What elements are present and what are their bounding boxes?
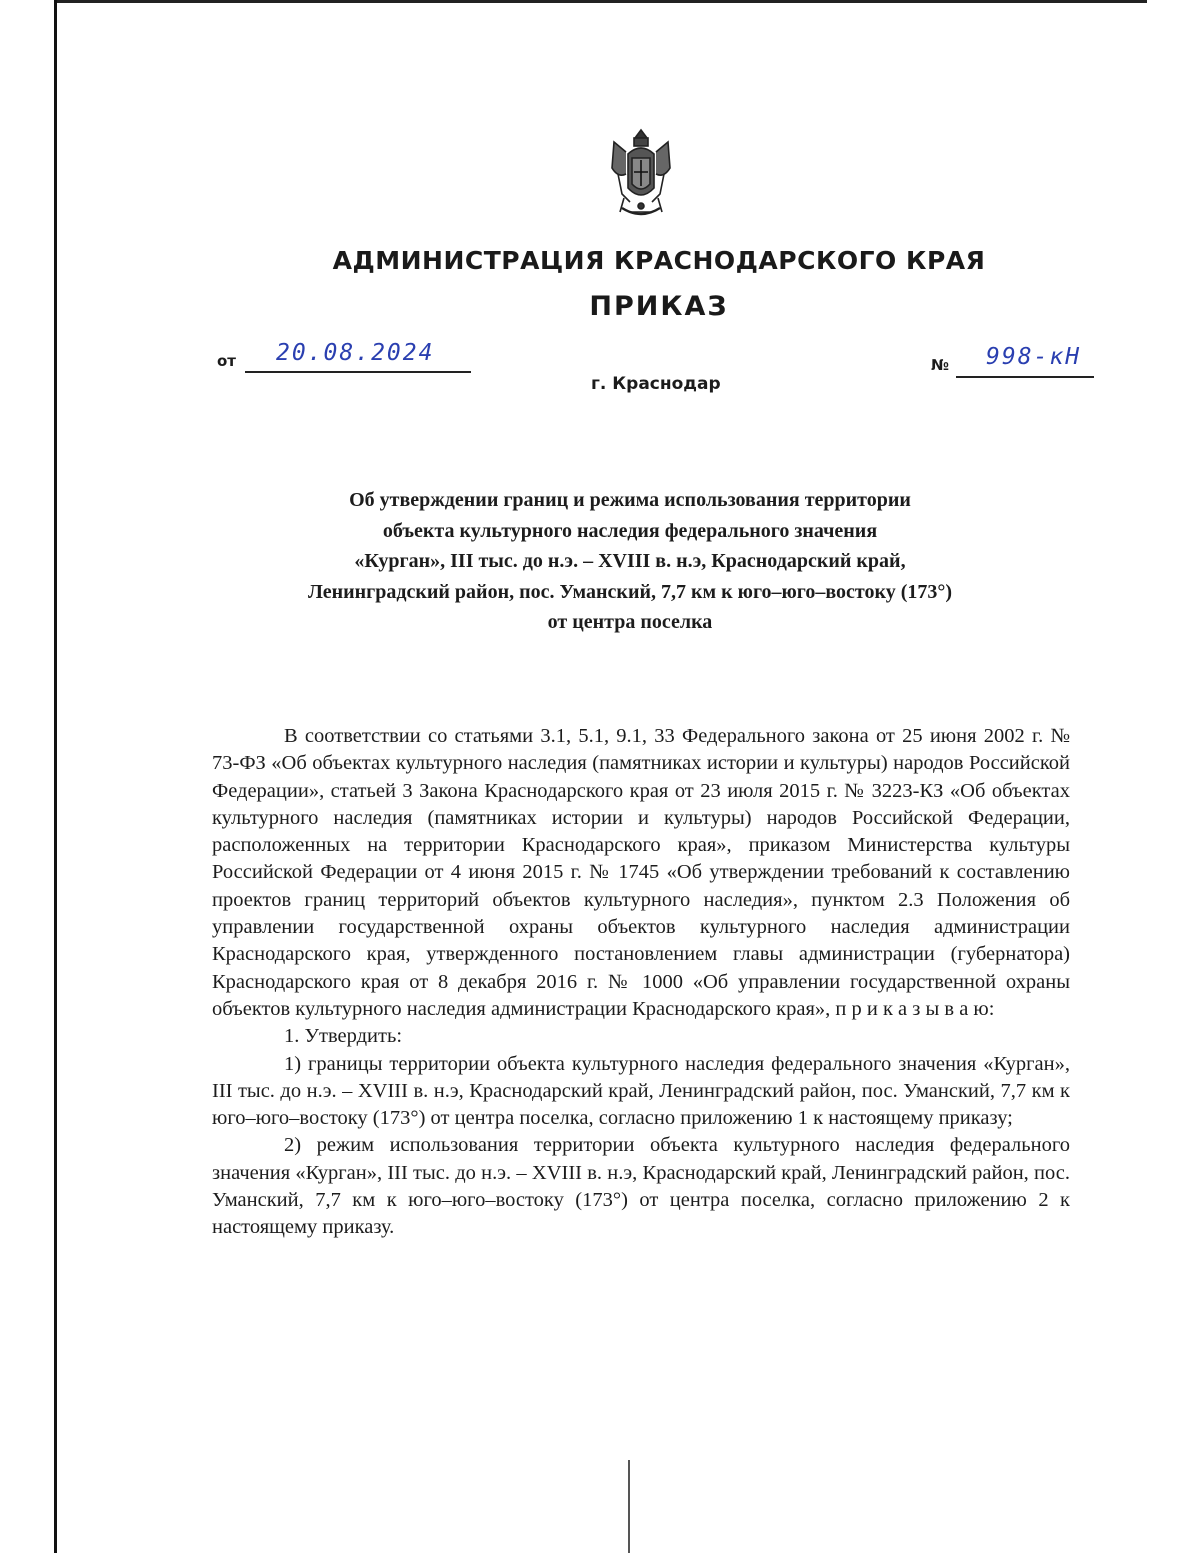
date-label: от — [217, 352, 236, 370]
fold-line — [628, 1460, 630, 1553]
document-type: ПРИКАЗ — [589, 291, 729, 322]
date-underline — [245, 371, 471, 373]
title-line: от центра поселка — [547, 611, 713, 633]
city-label: г. Краснодар — [591, 374, 721, 394]
number-value: 998-кН — [986, 344, 1082, 370]
number-label: № — [931, 356, 950, 374]
title-line: Об утверждении границ и режима использования территории — [349, 489, 911, 511]
organization-name: АДМИНИСТРАЦИЯ КРАСНОДАРСКОГО КРАЯ — [332, 246, 986, 275]
decree-word: п р и к а з ы в а ю: — [835, 997, 995, 1020]
document-body — [212, 723, 1070, 1242]
preamble-paragraph — [212, 723, 1070, 1023]
document-title — [190, 485, 1070, 638]
scan-edge-top — [57, 0, 1147, 3]
scan-edge-left — [54, 0, 57, 1553]
date-value: 20.08.2024 — [276, 340, 435, 366]
preamble-text: В соответствии со статьями 3.1, 5.1, 9.1, 33 Федерального закона от 25 июня 2002 г. № 73-ФЗ «Об объектах культурного наследия (памятниках истории и культуры) народов Российской Федерации», статьей 3 Закона Краснодарского края от 23 июля 2015 г. № 3223-КЗ «Об объектах культурного наследия (памятниках истории и культуры) народов Российской Федерации, расположенных на территории Краснодарского края», приказом Министерства культуры Российской Федерации от 4 июня 2015 г. № 1745 «Об утверждении требований к составлению проектов границ территорий объектов культурного наследия», пунктом 2.3 Положения об управлении государственной охраны объектов культурного наследия администрации Краснодарского края, утвержденного постановлением главы администрации (губернатора) Краснодарского края от 8 декабря 2016 г. № 1000 «Об управлении государственной охраны объектов культурного наследия администрации Краснодарского края», — [212, 725, 1070, 1020]
title-line: объекта культурного наследия федерального значения — [382, 519, 878, 542]
coat-of-arms-icon — [608, 128, 674, 224]
item-1-2: 2) режим использования территории объекта культурного наследия федерального значения «Курган», III тыс. до н.э. – XVIII в. н.э, Краснодарский край, Ленинградский район, пос. Уманский, 7,7 км к юго–юго–востоку (173°) от центра поселка, согласно приложению 2 к настоящему приказу. — [212, 1134, 1070, 1239]
title-line: «Курган», III тыс. до н.э. – XVIII в. н.э, Краснодарский край, — [354, 550, 906, 572]
title-line: Ленинградский район, пос. Уманский, 7,7 км к юго–юго–востоку (173°) — [307, 580, 953, 603]
item-1-1: 1) границы территории объекта культурного наследия федерального значения «Курган», III тыс. до н.э. – XVIII в. н.э, Краснодарский край, Ленинградский район, пос. Уманский, 7,7 км к юго–юго–востоку (173°) от центра поселка, согласно приложению 1 к настоящему приказу; — [212, 1052, 1070, 1130]
item-1: 1. Утвердить: — [284, 1025, 403, 1048]
number-underline — [956, 376, 1094, 378]
